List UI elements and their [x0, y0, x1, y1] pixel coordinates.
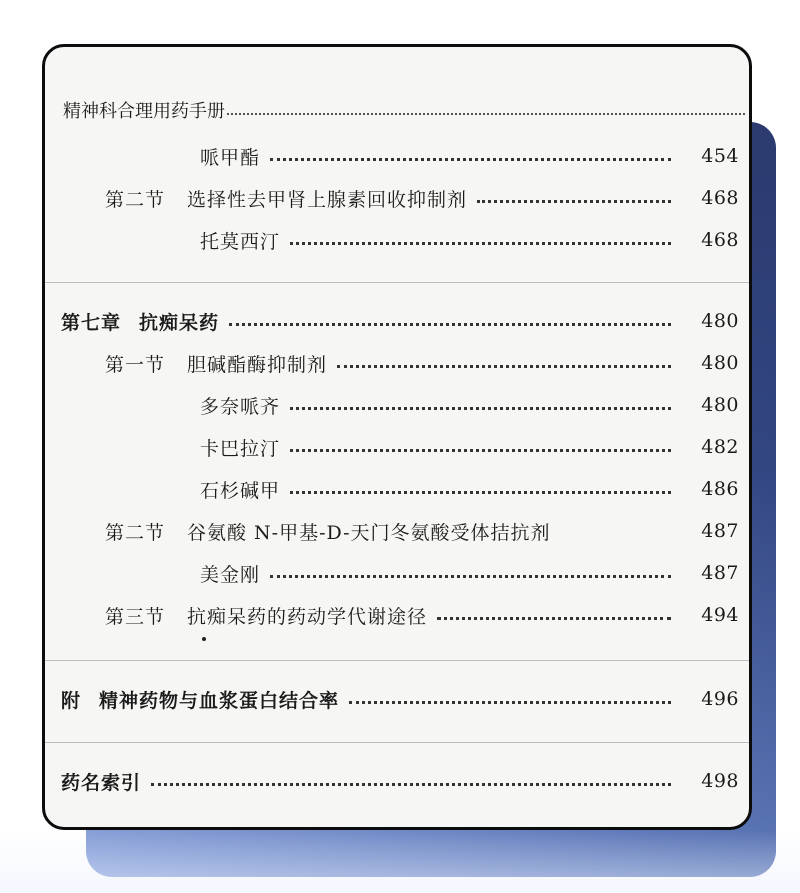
book-title: 精神科合理用药手册 [63, 101, 225, 122]
toc-entry-title: 多奈哌齐 [200, 395, 281, 418]
toc-row-tomoxetine[interactable] [45, 222, 749, 258]
section-divider [45, 660, 749, 661]
toc-entry-title: 胆碱酯酶抑制剂 [187, 353, 328, 376]
page-number: 480 [701, 352, 739, 374]
toc-row-huperzine[interactable] [45, 471, 749, 507]
dot-leader [477, 199, 671, 203]
page-number: 480 [701, 394, 739, 416]
toc-row-appendix[interactable] [45, 681, 749, 717]
page-number: 468 [701, 229, 739, 251]
toc-entry-title: 谷氨酸 N-甲基-D-天门冬氨酸受体拮抗剂 [187, 521, 551, 544]
toc-entry-title: 抗痴呆药的药动学代谢途径 [187, 605, 428, 628]
stray-dot [202, 637, 206, 641]
section-label: 第三节 [105, 605, 166, 628]
dot-leader [290, 448, 671, 452]
page-number: 468 [701, 187, 739, 209]
toc-row-memantine[interactable] [45, 555, 749, 591]
section-divider [45, 742, 749, 743]
toc-row-drug-index[interactable] [45, 763, 749, 799]
bottom-fade [0, 830, 800, 893]
toc-row-rivastigmine[interactable] [45, 429, 749, 465]
toc-row-hajiazhi[interactable] [45, 138, 749, 174]
dot-leader [337, 364, 671, 368]
toc-entry-title: 抗痴呆药 [139, 311, 220, 334]
toc-row-section-3[interactable] [45, 597, 749, 633]
section-label: 第二节 [105, 521, 166, 544]
dot-leader [349, 700, 671, 704]
toc-entry-title: 精神药物与血浆蛋白结合率 [99, 689, 340, 712]
dot-leader [270, 574, 671, 578]
toc-entry-title: 选择性去甲肾上腺素回收抑制剂 [187, 188, 468, 211]
dot-leader [270, 157, 671, 161]
section-label: 第二节 [105, 188, 166, 211]
dot-leader [561, 534, 671, 535]
page-number: 486 [701, 478, 739, 500]
toc-entry-title: 药名索引 [61, 771, 142, 794]
toc-row-section-2-nmda[interactable] [45, 513, 749, 549]
page-number: 498 [701, 770, 739, 792]
page-number: 496 [701, 688, 739, 710]
appendix-label: 附 [61, 689, 82, 712]
dot-leader [229, 322, 671, 326]
toc-entry-title: 美金刚 [200, 563, 261, 586]
toc-entry-title: 卡巴拉汀 [200, 437, 281, 460]
dot-leader [290, 241, 671, 245]
page-number: 482 [701, 436, 739, 458]
chapter-label: 第七章 [61, 311, 122, 334]
dot-leader [437, 616, 671, 620]
dot-leader [290, 406, 671, 410]
toc-row-chapter-7[interactable] [45, 303, 749, 339]
toc-row-section-1[interactable] [45, 345, 749, 381]
dot-leader [290, 490, 671, 494]
section-divider [45, 282, 749, 283]
page-number: 487 [701, 520, 739, 542]
page-number: 480 [701, 310, 739, 332]
toc-entry-title: 托莫西汀 [200, 230, 281, 253]
section-label: 第一节 [105, 353, 166, 376]
toc-row-donepezil[interactable] [45, 387, 749, 423]
table-of-contents [45, 47, 749, 827]
page-number: 494 [701, 604, 739, 626]
toc-entry-title: 哌甲酯 [200, 146, 261, 169]
toc-page-card [42, 44, 752, 830]
toc-entry-title: 石杉碱甲 [200, 479, 281, 502]
toc-row-section-2[interactable] [45, 180, 749, 216]
page-number: 454 [701, 145, 739, 167]
page-number: 487 [701, 562, 739, 584]
dot-leader [151, 782, 671, 786]
